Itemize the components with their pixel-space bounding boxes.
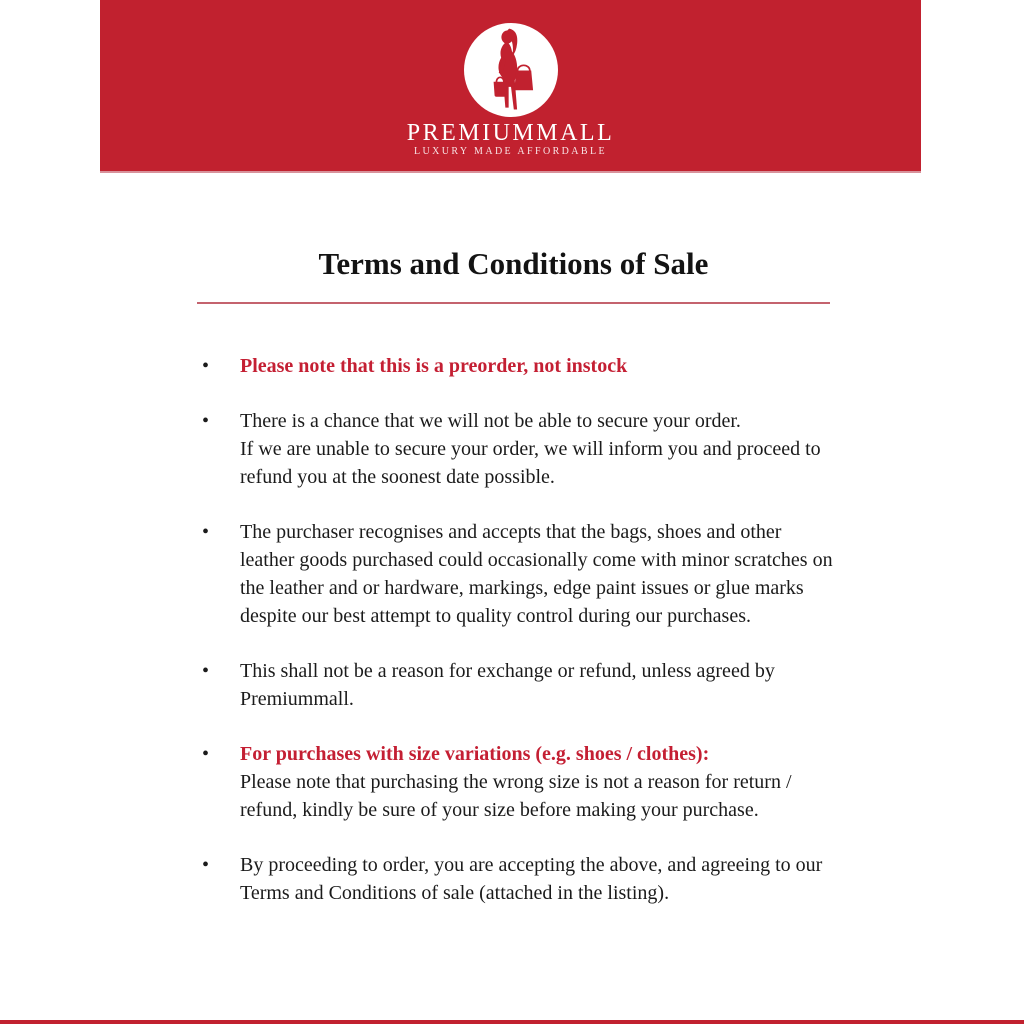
bullet-line: Terms and Conditions of sale (attached in the listing). <box>240 882 670 904</box>
brand-logo <box>464 23 558 117</box>
bullet-line: For purchases with size variations (e.g. shoes / clothes): <box>240 743 710 765</box>
brand-header <box>100 0 921 173</box>
woman-shopper-silhouette-icon <box>464 23 558 117</box>
page-title: Terms and Conditions of Sale <box>318 246 709 281</box>
bullet-marker-icon: • <box>202 355 210 377</box>
bullet-line: Please note that this is a preorder, not instock <box>240 355 628 377</box>
bullet-line: By proceeding to order, you are accepting the above, and agreeing to our <box>240 854 823 876</box>
bullet-text <box>240 740 862 824</box>
bullet-line: leather goods purchased could occasionally come with minor scratches on <box>240 549 833 571</box>
title-divider <box>197 302 830 304</box>
bullet-item <box>202 407 862 491</box>
bullet-line: refund you at the soonest date possible. <box>240 466 555 488</box>
bullet-item <box>202 518 862 630</box>
bullet-list <box>202 352 862 934</box>
bottom-accent-bar <box>0 1020 1024 1024</box>
bullet-line: despite our best attempt to quality control during our purchases. <box>240 605 751 627</box>
bullet-text <box>240 518 862 630</box>
bullet-marker-icon: • <box>202 410 210 432</box>
brand-wordmark: PREMIUMMALL <box>406 120 615 146</box>
bullet-line: the leather and or hardware, markings, edge paint issues or glue marks <box>240 577 804 599</box>
bullet-line: If we are unable to secure your order, we will inform you and proceed to <box>240 438 821 460</box>
bullet-item <box>202 740 862 824</box>
bullet-line: Premiummall. <box>240 688 354 710</box>
bullet-item <box>202 851 862 907</box>
bullet-item <box>202 657 862 713</box>
bullet-line: refund, kindly be sure of your size before making your purchase. <box>240 799 759 821</box>
brand-tagline: LUXURY MADE AFFORDABLE <box>413 146 607 157</box>
bullet-marker-icon: • <box>202 521 210 543</box>
bullet-marker-icon: • <box>202 743 210 765</box>
bullet-line: This shall not be a reason for exchange or refund, unless agreed by <box>240 660 775 682</box>
bullet-marker-icon: • <box>202 854 210 876</box>
bullet-text <box>240 851 862 907</box>
bullet-line: There is a chance that we will not be able to secure your order. <box>240 410 741 432</box>
bullet-item <box>202 352 862 380</box>
bullet-line: Please note that purchasing the wrong size is not a reason for return / <box>240 771 792 793</box>
bullet-text <box>240 407 862 491</box>
bullet-marker-icon: • <box>202 660 210 682</box>
bullet-text <box>240 352 862 380</box>
bullet-text <box>240 657 862 713</box>
bullet-line: The purchaser recognises and accepts that the bags, shoes and other <box>240 521 782 543</box>
